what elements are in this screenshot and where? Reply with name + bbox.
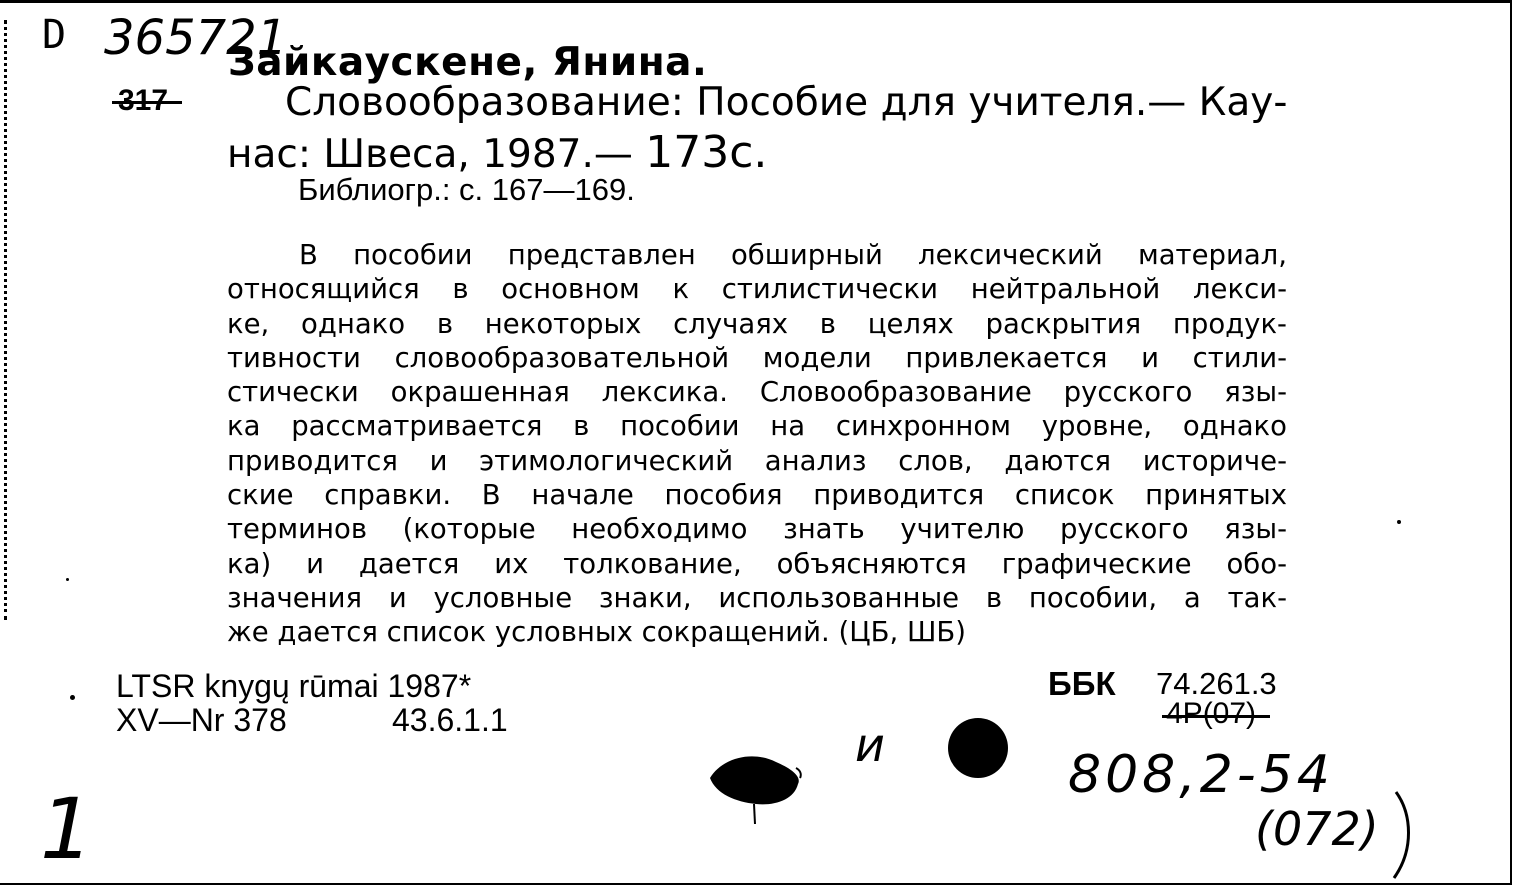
abstract — [227, 238, 1287, 650]
card-left-edge — [4, 20, 10, 620]
inventory-number: 365721 — [104, 10, 288, 66]
handwritten-class-code: 808,2-54 — [1068, 745, 1334, 805]
abstract-line: В пособии представлен обширный лексический материал, — [299, 239, 1287, 271]
ink-blot-icon — [704, 748, 804, 824]
abstract-line: ка) и дается их толкование, объясняются графические обо- — [227, 547, 1287, 580]
publisher-line: LTSR knygų rūmai 1987* — [116, 668, 472, 704]
title-line-2-text: нас: Швеса, 1987.— — [227, 132, 646, 177]
bibliography-note: Библиогр.: с. 167—169. — [298, 172, 635, 207]
old-code-struck: 317 — [118, 84, 169, 117]
bbk-old-code-struck: 4Р(07) — [1166, 697, 1257, 730]
card-mark: D — [42, 12, 67, 58]
handwritten-one: 1 — [40, 780, 94, 878]
abstract-line: ка рассматривается в пособии на синхронном уровне, однако — [227, 410, 1287, 443]
abstract-line: стически окрашенная лексика. Словообразование русского язы- — [227, 376, 1287, 409]
abstract-line: значения и условные знаки, использованные в пособии, а так- — [227, 581, 1287, 614]
abstract-line: же дается список условных сокращений. (ЦБ, ШБ) — [227, 616, 966, 649]
page-count: 173с. — [645, 127, 768, 178]
abstract-line: ке, однако в некоторых случаях в целях раскрытия продук- — [227, 307, 1287, 340]
speck — [70, 695, 75, 700]
title-line-2 — [227, 127, 767, 178]
abstract-line: приводится и этимологический анализ слов, даются историче- — [227, 444, 1287, 477]
abstract-line: ские справки. В начале пособия приводится список принятых — [227, 479, 1287, 512]
abstract-line: тивности словообразовательной модели привлекается и стили- — [227, 341, 1287, 374]
abstract-line: относящийся в основном к стилистически нейтральной лекси- — [227, 273, 1287, 306]
speck — [1397, 520, 1401, 524]
handwritten-subcode: (072) — [1255, 802, 1379, 856]
abstract-line: терминов (которые необходимо знать учителю русского язы- — [227, 513, 1287, 546]
title-line-1: Словообразование: Пособие для учителя.— Кау- — [285, 80, 1288, 125]
bbk-code: 74.261.3 — [1156, 666, 1277, 701]
code-number: 43.6.1.1 — [392, 702, 508, 738]
circle-mark-icon — [946, 716, 1010, 780]
bracket-mark-icon — [1388, 790, 1418, 880]
series-line: XV—Nr 378 — [116, 702, 287, 738]
handwritten-i: и — [855, 718, 885, 772]
author-name: Зайкаускене, Янина. — [228, 40, 708, 85]
bbk-label: ББК — [1048, 665, 1116, 702]
speck — [66, 578, 69, 581]
